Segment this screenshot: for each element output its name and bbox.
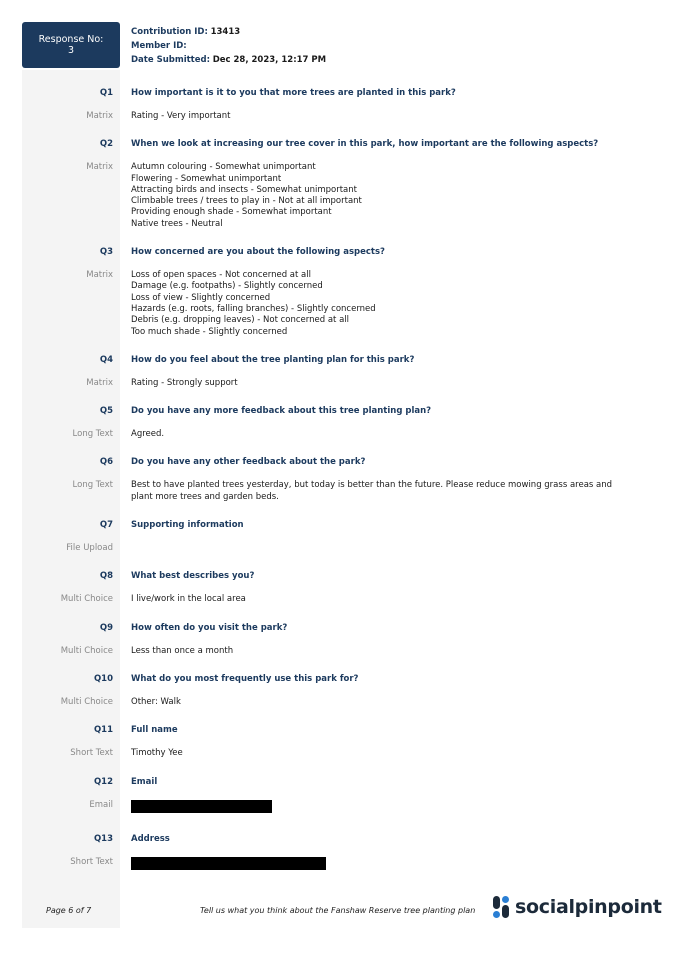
contribution-id-row [131,25,326,39]
date-submitted-value: Dec 28, 2023, 12:17 PM [212,55,327,65]
question-number: Q11 [93,725,113,736]
question-answer-row [0,857,675,874]
question-number: Q8 [99,571,113,582]
question-answer-row [0,480,675,503]
pinpoint-logo-icon [492,895,510,919]
question-header [0,457,675,468]
question-block [0,725,675,759]
question-title: Supporting information [131,520,244,531]
submission-meta [131,25,326,67]
answer-text [131,480,621,503]
question-type: Multi Choice [60,645,113,656]
question-title: Do you have any other feedback about the park? [131,457,366,468]
answer-line: Native trees - Neutral [131,218,223,229]
question-number: Q13 [93,833,113,844]
question-header [0,571,675,582]
answer-line: Less than once a month [131,645,234,656]
question-title: Full name [131,725,178,736]
answer-line: Flowering - Somewhat unimportant [131,173,282,184]
answer-line: Agreed. [131,429,165,440]
question-type: Multi Choice [60,696,113,707]
question-type: Short Text [70,748,113,759]
answer-text [131,543,621,554]
question-block [0,520,675,554]
question-title: How do you feel about the tree planting plan for this park? [131,354,415,365]
member-id-label: Member ID: [131,41,187,51]
answer-text [131,748,621,759]
question-header [0,834,675,845]
question-answer-row [0,429,675,440]
redacted-value [131,800,272,813]
answer-text [131,429,621,440]
question-header [0,355,675,366]
member-id-row [131,39,326,53]
brand-name: socialpinpoint [515,896,662,918]
question-title: Email [131,776,158,787]
question-number: Q9 [99,622,113,633]
question-answer-row [0,270,675,338]
question-type: Matrix [86,162,113,173]
date-submitted-row [131,53,326,67]
answer-line: Loss of open spaces - Not concerned at all [131,270,311,281]
answer-line: Hazards (e.g. roots, falling branches) - Slightly concerned [131,303,376,314]
question-block [0,88,675,122]
answer-line: Attracting birds and insects - Somewhat unimportant [131,184,357,195]
question-number: Q6 [99,457,113,468]
answer-text [131,697,621,708]
question-number: Q7 [99,520,113,531]
question-title: When we look at increasing our tree cover in this park, how important are the following aspects? [131,139,599,150]
answer-line: Other: Walk [131,696,181,707]
question-type: Matrix [86,111,113,121]
page-footer [0,893,675,929]
question-title: Do you have any more feedback about this tree planting plan? [131,406,432,417]
question-block [0,777,675,817]
question-header [0,725,675,736]
question-type: Long Text [72,429,113,440]
question-answer-row [0,111,675,122]
answer-line: I live/work in the local area [131,594,246,605]
answer-line: Loss of view - Slightly concerned [131,292,271,303]
question-block [0,139,675,230]
question-number: Q2 [99,139,113,150]
question-type: Short Text [70,856,113,867]
response-number-value: 3 [67,45,75,56]
question-answer-row [0,697,675,708]
contribution-id-value: 13413 [210,27,241,37]
question-number: Q3 [99,247,113,258]
question-type: Matrix [86,377,113,388]
question-type: Email [89,799,113,810]
redacted-value [131,857,326,870]
question-answer-row [0,543,675,554]
question-title: How important is it to you that more trees are planted in this park? [131,88,456,98]
question-type: Matrix [86,270,113,281]
question-answer-row [0,646,675,657]
question-number: Q10 [93,673,113,684]
footer-tagline: Tell us what you think about the Fanshaw Reserve tree planting plan [200,906,476,915]
question-number: Q4 [99,354,113,365]
question-answer-row [0,378,675,389]
question-header [0,777,675,788]
question-block [0,355,675,389]
answer-line: Too much shade - Slightly concerned [131,326,288,337]
socialpinpoint-logo [492,895,662,919]
answer-line: Damage (e.g. footpaths) - Slightly concerned [131,281,323,292]
question-block [0,571,675,605]
answer-text [131,111,621,122]
question-answer-row [0,594,675,605]
question-number: Q1 [99,88,113,98]
question-header [0,674,675,685]
question-answer-row [0,748,675,759]
question-number: Q5 [99,406,113,417]
answer-text [131,646,621,657]
answer-line: Providing enough shade - Somewhat important [131,207,332,218]
answer-line: Best to have planted trees yesterday, but today is better than the future. Please reduce mowing grass areas and plant more trees and garden beds. [131,480,615,502]
date-submitted-label: Date Submitted: [131,55,210,65]
question-type: File Upload [66,543,113,554]
question-title: What do you most frequently use this park for? [131,673,359,684]
contribution-id-label: Contribution ID: [131,27,208,37]
question-block [0,457,675,503]
question-header [0,623,675,634]
question-type: Long Text [72,480,113,491]
answer-line: Debris (e.g. dropping leaves) - Not concerned at all [131,315,350,326]
question-list [0,88,675,891]
question-header [0,520,675,531]
question-title: Address [131,833,170,844]
answer-line: Climbable trees / trees to play in - Not at all important [131,196,362,207]
question-title: What best describes you? [131,571,255,582]
question-answer-row [0,162,675,230]
question-block [0,406,675,440]
question-answer-row [0,800,675,817]
question-block [0,247,675,338]
answer-line: Rating - Strongly support [131,377,238,388]
question-block [0,623,675,657]
question-header [0,88,675,99]
response-number-label: Response No: [38,34,104,45]
question-header [0,406,675,417]
page-number: Page 6 of 7 [46,906,92,915]
answer-line: Timothy Yee [131,748,183,759]
question-type: Multi Choice [60,594,113,605]
question-block [0,834,675,874]
question-number: Q12 [93,776,113,787]
question-block [0,674,675,708]
question-header [0,139,675,150]
response-number-badge [22,22,120,68]
answer-text [131,594,621,605]
question-title: How often do you visit the park? [131,622,288,633]
answer-text [131,857,621,874]
answer-line: Rating - Very important [131,111,231,121]
answer-text [131,800,621,817]
answer-text [131,378,621,389]
answer-line: Autumn colouring - Somewhat unimportant [131,162,316,173]
answer-text [131,270,621,338]
answer-text [131,162,621,230]
question-title: How concerned are you about the following aspects? [131,247,385,258]
question-header [0,247,675,258]
